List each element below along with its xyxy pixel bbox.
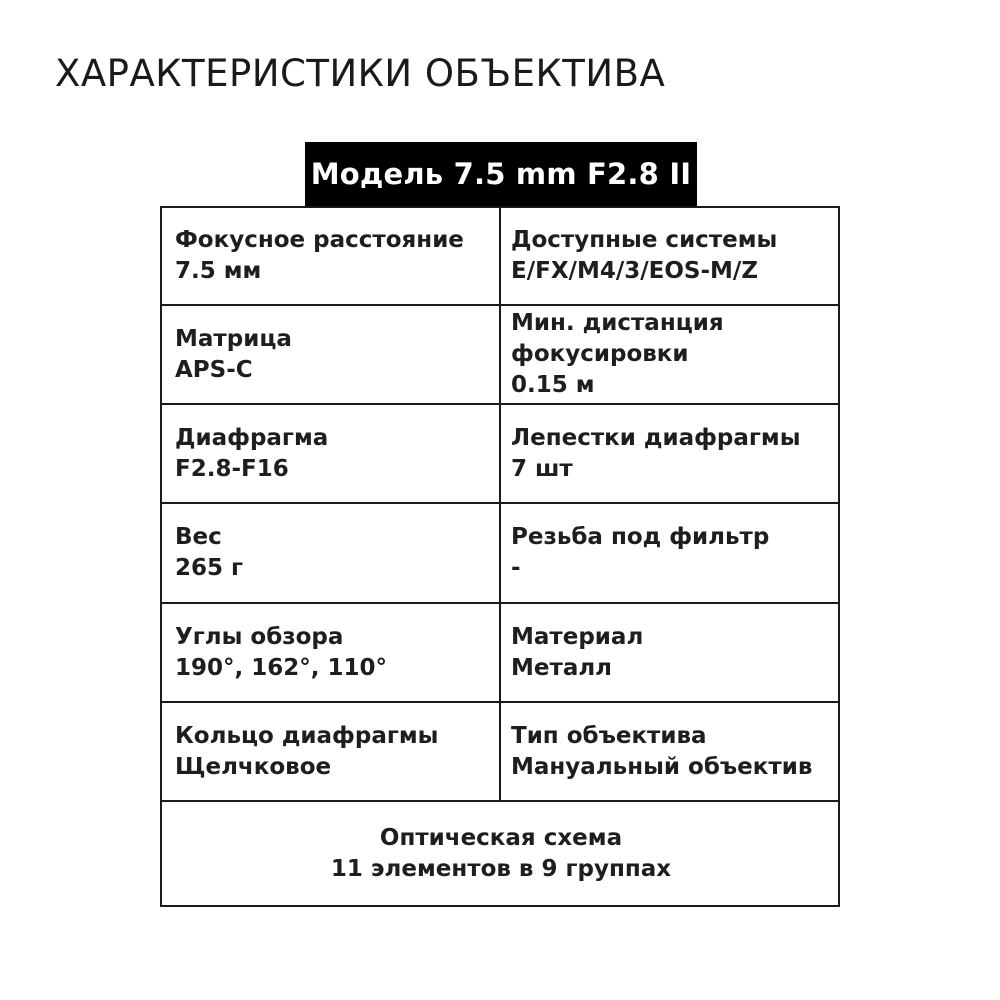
spec-cell-min-focus-distance xyxy=(501,306,840,405)
spec-value: Мануальный объектив xyxy=(511,753,813,780)
model-title-tab: Модель 7.5 mm F2.8 II xyxy=(305,142,697,206)
spec-cell-filter-thread xyxy=(501,504,840,604)
spec-value: APS-C xyxy=(175,356,253,383)
spec-value: F2.8-F16 xyxy=(175,455,289,482)
spec-label: Матрица xyxy=(175,325,292,352)
spec-cell-optical-design xyxy=(162,802,840,905)
spec-value: 7.5 мм xyxy=(175,258,262,284)
spec-cell-view-angles xyxy=(162,604,501,703)
spec-label: Вес xyxy=(175,524,222,550)
spec-value: 11 элементов в 9 группах xyxy=(330,855,672,882)
spec-value: Металл xyxy=(511,654,613,681)
spec-value: Щелчковое xyxy=(175,753,332,780)
spec-value: E/FX/M4/3/EOS-M/Z xyxy=(511,258,758,284)
spec-value: 190°, 162°, 110° xyxy=(175,654,388,681)
spec-label: Диафрагма xyxy=(175,424,329,451)
spec-label: Оптическая схема xyxy=(379,824,623,851)
spec-cell-material xyxy=(501,604,840,703)
spec-value: 265 г xyxy=(175,555,244,581)
spec-cell-sensor xyxy=(162,306,501,405)
page-title: ХАРАКТЕРИСТИКИ ОБЪЕКТИВА xyxy=(55,52,666,95)
spec-cell-mount-systems xyxy=(501,208,840,306)
spec-label: Углы обзора xyxy=(175,623,344,650)
spec-label: Фокусное расстояние xyxy=(175,227,464,253)
spec-label: Доступные системы xyxy=(511,227,778,253)
spec-cell-weight xyxy=(162,504,501,604)
spec-value: - xyxy=(511,555,521,581)
spec-value: 7 шт xyxy=(511,455,573,482)
spec-cell-aperture-blades xyxy=(501,405,840,504)
spec-label: Лепестки диафрагмы xyxy=(511,424,801,451)
spec-label: Материал xyxy=(511,623,644,650)
spec-label: Мин. дистанция фокусировки xyxy=(511,310,724,367)
spec-cell-focal-length xyxy=(162,208,501,306)
specs-table xyxy=(160,206,840,907)
spec-cell-aperture-ring xyxy=(162,703,501,802)
spec-cell-lens-type xyxy=(501,703,840,802)
spec-label: Тип объектива xyxy=(511,722,707,749)
spec-value: 0.15 м xyxy=(511,372,595,398)
spec-label: Кольцо диафрагмы xyxy=(175,722,439,749)
spec-cell-aperture xyxy=(162,405,501,504)
spec-label: Резьба под фильтр xyxy=(511,524,770,550)
